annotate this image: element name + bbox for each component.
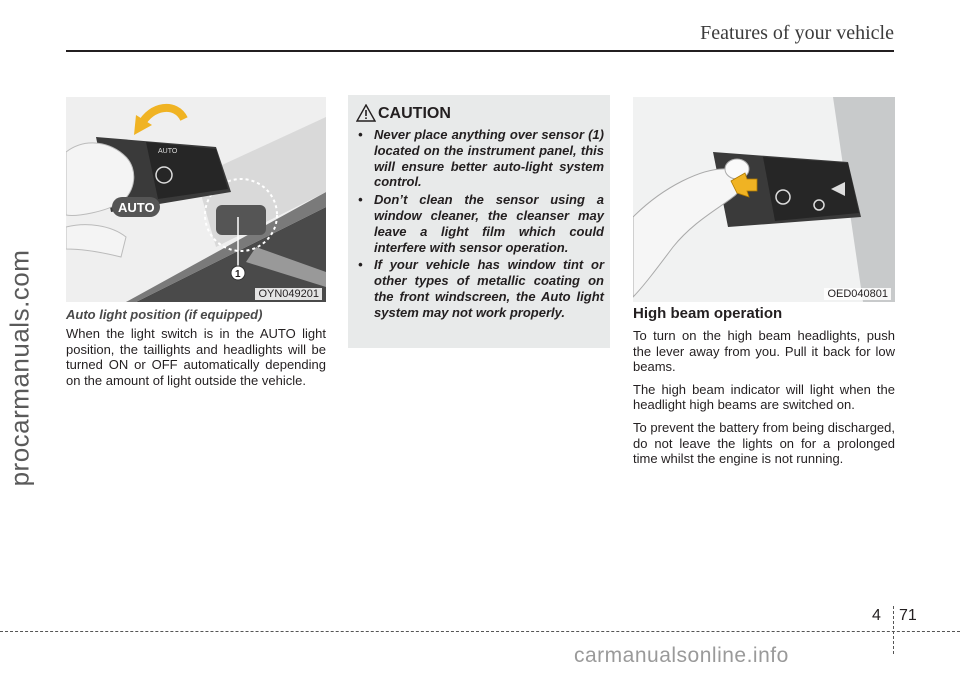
auto-light-illustration <box>66 97 326 302</box>
bottom-watermark: carmanualsonline.info <box>574 644 789 667</box>
side-watermark <box>2 118 38 618</box>
page-number: 71 <box>899 607 917 624</box>
auto-badge: AUTO <box>118 200 155 215</box>
caution-item: • Don’t clean the sensor using a window cleaner, the cleanser may leave a light film which could interfere with sensor operation. <box>358 192 604 255</box>
high-beam-illustration <box>633 97 895 302</box>
auto-light-heading: Auto light position (if equipped) <box>66 307 263 322</box>
auto-light-drawing <box>66 97 326 302</box>
auto-light-paragraph: When the light switch is in the AUTO light position, the taillights and headlights will be turned ON or OFF automatically depending on the amount of light outside the vehicle. <box>66 326 326 388</box>
caution-title: CAUTION <box>378 105 451 122</box>
caution-item: • If your vehicle has window tint or other types of metallic coating on the front windscreen, the Auto light system may not work properly. <box>358 257 604 320</box>
high-beam-heading: High beam operation <box>633 305 783 322</box>
caution-item: • Never place anything over sensor (1) located on the instrument panel, this will ensure better auto-light system control. <box>358 127 604 190</box>
side-watermark-text: procarmanuals.com <box>4 249 35 487</box>
high-beam-paragraph: To prevent the battery from being discharged, do not leave the lights on for a prolonged time whilst the engine is not running. <box>633 419 895 467</box>
caution-box <box>348 95 610 348</box>
auto-light-section <box>66 307 326 395</box>
footer-rule <box>0 631 960 632</box>
sensor-callout-number: 1 <box>235 269 241 280</box>
header-rule <box>66 50 894 52</box>
high-beam-paragraph: The high beam indicator will light when the headlight high beams are switched on. <box>633 381 895 413</box>
figure-code: OYN049201 <box>255 288 322 300</box>
chapter-number: 4 <box>872 607 881 624</box>
high-beam-paragraph: To turn on the high beam headlights, push the lever away from you. Pull it back for low beams. <box>633 328 895 375</box>
svg-text:AUTO: AUTO <box>158 148 178 155</box>
figure-code: OED040801 <box>824 288 891 300</box>
warning-triangle-icon <box>356 104 376 122</box>
section-title: Features of your vehicle <box>700 22 894 44</box>
high-beam-section <box>633 305 895 474</box>
page-number-divider <box>893 606 894 654</box>
caution-list <box>356 127 604 323</box>
high-beam-drawing <box>633 97 895 302</box>
